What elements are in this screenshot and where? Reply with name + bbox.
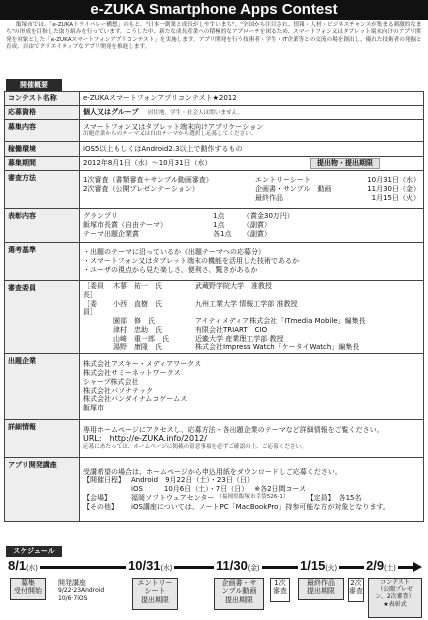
jury-name: 木蓼 祐一 氏: [113, 282, 162, 290]
criteria-item: ・出題のテーマに沿っているか（出題テーマへの応募分）: [83, 248, 265, 257]
course-ios-note: ※各2日間コース: [254, 485, 307, 494]
timeline-arrow-head: [413, 562, 422, 572]
value-environment: iOS5以上もしくはAndroid2.3以上で動作するもの: [80, 142, 424, 157]
deadline-item: 企画書・サンプル 動画: [255, 185, 332, 194]
jury-role: ［委員長］: [83, 282, 104, 299]
criteria-item: ・ユーザの視点から見た楽しさ、便利さ、驚きがあるか: [83, 265, 258, 274]
date-aug1: [6, 557, 40, 578]
date-value: 10/31: [128, 558, 161, 573]
deadline-banner: 提出物・提出期限: [310, 158, 380, 169]
row-jury: [5, 281, 424, 354]
sponsor-item: 株式会社アスキー・メディアワークス: [83, 360, 202, 369]
content-text: スマートフォン又はタブレット端末向けアプリケーション: [83, 122, 264, 131]
date-feb9: [364, 557, 398, 578]
jury-name: 山崎 重一郎 氏: [113, 334, 169, 343]
date-weekday: (火): [325, 565, 337, 572]
step-final-deadline: 最終作品 提出期限: [298, 578, 344, 600]
date-weekday: (水): [26, 565, 38, 572]
label-sponsors: 出題企業: [5, 354, 80, 420]
jury-name: 湯野 康隆 氏: [113, 343, 162, 352]
label-jury: 審査委員: [5, 281, 80, 354]
course-other: iOS講座については、ノートPC「MacBookPro」持参可能な方が対象となります。: [131, 502, 390, 511]
deadline-item: エントリーシート: [255, 176, 311, 185]
jury-name: 津村 忠助 氏: [113, 325, 162, 334]
method-line: 2次審査（公開プレゼンテーション）: [83, 185, 199, 194]
award-name: テーマ出題企業賞: [83, 229, 139, 238]
value-content: [80, 120, 424, 142]
value-period: [80, 157, 424, 171]
sponsor-item: 株式会社サミーネットワークス: [83, 369, 181, 377]
intro-text: 飯塚市では、「e-ZUKAトライバレー構想」のもと、"日本一創業と成長がしやすいまち"、"全国から注目され、情報・人材・ビジネスチャンスが集まる刺激的なまち"の形成を目指した取り組みを行っています。こうした中、新たな成長産業への積極的なアプローチを図るため、スマートフォン又はタブレット端末向けのアプリ開発を対象とした「e-ZUKAスマートフォンアプリコンテスト」を実施します。アプリ開発を行う技術者・学生・IT企業等との交流の場を創出し、優れた技術者の発掘と育成、自由でクリエイティブなアプリ開発を推進します。: [6, 22, 422, 51]
label-criteria: 選考基準: [5, 243, 80, 281]
label-eligibility: 応募資格: [5, 106, 80, 120]
content-note: 出題企業からのテーマ又は自由テーマから選択し応募してください。: [83, 131, 257, 138]
deadline-item: 最終作品: [255, 193, 283, 202]
sponsor-item: 株式会社パソナテック: [83, 386, 153, 395]
step-first-review: 1次 審査: [270, 578, 290, 602]
eligibility-text: 個人又はグループ: [83, 108, 139, 116]
timeline-arrow-line: [6, 566, 416, 569]
value-course: [80, 458, 424, 522]
row-awards: [5, 209, 424, 243]
schedule-timeline: [0, 557, 428, 620]
jury-affiliation: 近畿大学 産業理工学部 教授: [195, 334, 284, 343]
jury-name: 小西 直樹 氏: [113, 299, 162, 308]
row-period: [5, 157, 424, 171]
value-name: e-ZUKAスマートフォンアプリコンテスト★2012: [80, 92, 424, 106]
step-contest-award: コンテスト （公開プレゼ ン、2次審査） ★表彰式: [368, 578, 422, 618]
deadline-date: 11月30日（金）: [367, 185, 420, 194]
jury-role: ［委 員］: [83, 299, 104, 317]
step-recruit-start: 募集 受付開始: [10, 578, 46, 600]
course-capacity-label: 【定員】: [306, 493, 335, 502]
award-prize: （副賞）: [243, 229, 271, 238]
jury-role: [83, 335, 113, 344]
step-second-review: 2次 審査: [348, 578, 364, 602]
jury-affiliation: 武蔵野学院大学 准教授: [195, 282, 272, 290]
label-details: 詳細情報: [5, 420, 80, 458]
course-android-dates: 9/22·23Android: [58, 587, 105, 595]
value-eligibility: [80, 106, 424, 120]
date-value: 2/9: [366, 558, 385, 573]
row-details: [5, 420, 424, 458]
sponsor-item: シャープ株式会社: [83, 377, 139, 386]
course-title: 開発講座: [58, 579, 86, 587]
date-jan15: [298, 557, 339, 578]
course-ios: iOS 10月6日（土）・7日（日）: [131, 485, 249, 494]
step-entry-deadline: エントリー シート 提出期限: [132, 578, 178, 610]
details-text: 専用ホームページにアクセスし、応募方法・各出題企業のテーマなど詳細情報をご覧ください。: [83, 425, 384, 434]
date-nov30: [214, 557, 262, 578]
page-title: e-ZUKA Smartphone Apps Contest: [0, 0, 428, 20]
overview-tab: 開催概要: [6, 79, 62, 91]
jury-role: [83, 343, 113, 352]
label-name: コンテスト名称: [5, 92, 80, 106]
row-content: [5, 120, 424, 142]
jury-name: 園部 修 氏: [113, 317, 155, 325]
award-prize: （副賞）: [243, 221, 271, 230]
award-name: 飯塚市長賞（自由テーマ）: [83, 221, 167, 230]
row-environment: [5, 142, 424, 157]
jury-affiliation: 有限会社TRIART CIO: [195, 325, 268, 334]
jury-affiliation: アイティメディア株式会社「ITmedia Mobile」編集長: [195, 317, 366, 325]
jury-affiliation: 九州工業大学 情報工学部 准教授: [195, 299, 298, 308]
course-text: 受講希望の場合は、ホームページから申込用紙をダウンロードしご応募ください。: [83, 467, 342, 476]
course-schedule-label: 【開催日程】: [83, 476, 125, 485]
date-value: 1/15: [300, 558, 326, 573]
method-line: 1次審査（書類審査＋サンプル動画審査）: [83, 176, 213, 185]
row-course: [5, 458, 424, 522]
label-content: 募集内容: [5, 120, 80, 142]
value-criteria: [80, 243, 424, 281]
award-prize: （賞金30万円）: [243, 212, 294, 221]
deadline-date: 1月15日（火）: [371, 193, 420, 202]
value-jury: [80, 281, 424, 354]
jury-affiliation: 株式会社Impress Watch「ケータイWatch」編集長: [195, 343, 360, 352]
sponsor-item: 飯塚市: [83, 404, 104, 412]
value-details: [80, 420, 424, 458]
details-url[interactable]: URL: http://e-ZUKA.info/2012/: [83, 434, 207, 444]
course-ios-dates: 10/6·7iOS: [58, 594, 88, 602]
row-eligibility: [5, 106, 424, 120]
period-text: 2012年8月1日（水）〜10月31日（水）: [83, 159, 212, 168]
date-value: 8/1: [8, 558, 27, 573]
step-proposal-deadline: 企画書・サ ンプル動画 提出期限: [214, 578, 264, 610]
overview-table: [4, 91, 424, 522]
step-dev-course: [58, 579, 116, 619]
value-method: [80, 171, 424, 209]
award-count: 各1点: [213, 229, 232, 238]
date-weekday: (水): [160, 565, 173, 572]
award-count: 1点: [213, 221, 225, 230]
row-name: [5, 92, 424, 106]
row-criteria: [5, 243, 424, 281]
date-oct31: [126, 557, 174, 578]
jury-role: [83, 317, 113, 326]
jury-role: [83, 326, 113, 335]
criteria-item: ・スマートフォン又はタブレット端末の機能を活用した技術であるか: [83, 257, 299, 266]
course-android: Android 9月22日（土）・23日（日）: [131, 476, 254, 485]
schedule-tab: スケジュール: [6, 546, 62, 557]
award-count: 1点: [213, 212, 225, 221]
label-environment: 稼働環境: [5, 142, 80, 157]
value-sponsors: [80, 354, 424, 420]
row-sponsors: [5, 354, 424, 420]
course-venue-address: （福岡県飯塚市幸袋526-1）: [216, 493, 289, 500]
label-awards: 表彰内容: [5, 209, 80, 243]
course-other-label: 【その他】: [83, 502, 118, 511]
row-method: [5, 171, 424, 209]
date-weekday: (土): [384, 565, 396, 572]
eligibility-note: 居住地、学生・社会人は問いません。: [147, 110, 244, 116]
label-method: 審査方法: [5, 171, 80, 209]
course-venue: 福岡ソフトウェアセンター: [131, 493, 215, 502]
course-venue-label: 【会場】: [83, 493, 111, 502]
details-note: 応募にあたっては、ホームページに掲載の留意事項を必ずご確認の上、ご応募ください。: [83, 444, 307, 451]
deadline-date: 10月31日（水）: [367, 176, 420, 185]
award-name: グランプリ: [83, 212, 118, 221]
label-period: 募集期間: [5, 157, 80, 171]
value-awards: [80, 209, 424, 243]
sponsor-item: 株式会社バンダイナムコゲームス: [83, 395, 188, 404]
course-capacity: 各15名: [338, 493, 362, 502]
date-value: 11/30: [216, 558, 248, 573]
date-weekday: (金): [247, 565, 260, 572]
label-course: アプリ開発講座: [5, 458, 80, 522]
